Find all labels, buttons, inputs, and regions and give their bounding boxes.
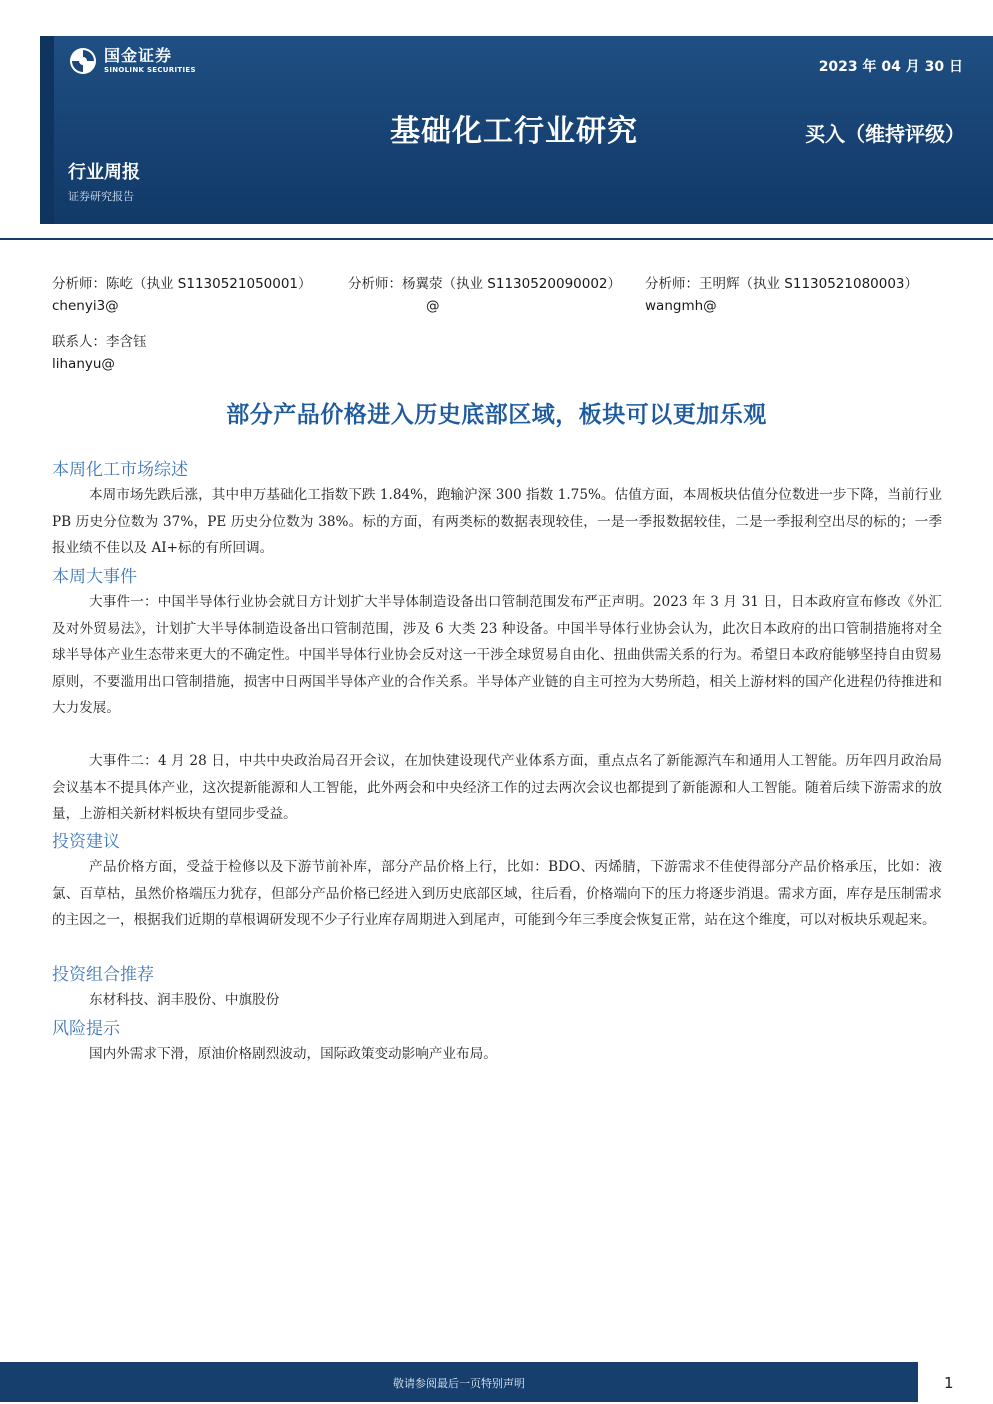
report-type: 行业周报: [68, 162, 140, 183]
section-heading: 本周大事件: [52, 567, 137, 587]
analyst-email[interactable]: chenyi3@: [52, 298, 119, 314]
page-number: 1: [944, 1374, 954, 1392]
analyst-name: 分析师：杨翼荥（执业 S1130520090002）: [348, 276, 622, 292]
section-paragraph: 大事件一：中国半导体行业协会就日方计划扩大半导体制造设备出口管制范围发布严正声明。2023 年 3 月 31 日，日本政府宣布修改《外汇及对外贸易法》，计划扩大半导体制造设备出口管制范围，涉及 6 大类 23 种设备。中国半导体行业协会认为，此次日本政府的出口管制措施将对全球半导体产业生态带来更大的不确定性。中国半导体行业协会反对这一干涉全球贸易自由化、扭曲供需关系的行为。希望日本政府能够坚持自由贸易原则，不要滥用出口管制措施，损害中日两国半导体产业的合作关系。半导体产业链的自主可控为大势所趋，相关上游材料的国产化进程仍待推进和大力发展。: [52, 594, 942, 716]
sinolink-logo-icon: [68, 46, 98, 76]
section-paragraph: 产品价格方面，受益于检修以及下游节前补库，部分产品价格上行，比如：BDO、丙烯腈，下游需求不佳使得部分产品价格承压，比如：液氯、百草枯，虽然价格端压力犹存，但部分产品价格已经进入到历史底部区域，往后看，价格端向下的压力将逐步消退。需求方面，库存是压制需求的主因之一，根据我们近期的草根调研发现不少子行业库存周期进入到尾声，可能到今年三季度会恢复正常，站在这个维度，可以对板块乐观起来。: [52, 859, 942, 928]
section-heading: 投资建议: [52, 832, 120, 852]
company-logo: [68, 44, 196, 78]
logo-chinese-name: 国金证券: [104, 46, 173, 65]
analyst-block: [52, 273, 312, 317]
report-subtitle: 证券研究报告: [68, 190, 134, 203]
header-divider: [0, 238, 993, 240]
section-heading: 投资组合推荐: [52, 965, 154, 985]
report-headline: 部分产品价格进入历史底部区域，板块可以更加乐观: [226, 402, 767, 428]
analyst-name: 分析师：王明辉（执业 S1130521080003）: [645, 276, 919, 292]
section-paragraph: 本周市场先跌后涨，其中申万基础化工指数下跌 1.84%，跑输沪深 300 指数 1.75%。估值方面，本周板块估值分位数进一步下降，当前行业 PB 历史分位数为 37%，PE 历史分位数为 38%。标的方面，有两类标的数据表现较佳，一是一季报数据较佳，二是一季报利空出尽的标的；一季报业绩不佳以及 AI+标的有所回调。: [52, 487, 942, 556]
analyst-email[interactable]: wangmh@: [645, 298, 717, 314]
footer-disclaimer-link[interactable]: 敬请参阅最后一页特别声明: [393, 1377, 525, 1390]
analyst-block: [348, 273, 621, 317]
contact-block: [52, 331, 147, 375]
page-title: 基础化工行业研究: [390, 114, 638, 149]
report-date: 2023 年 04 月 30 日: [818, 59, 963, 75]
analyst-block: [645, 273, 918, 317]
banner-accent-bar: [40, 36, 54, 224]
section-heading: 本周化工市场综述: [52, 460, 188, 480]
section-paragraph: 大事件二：4 月 28 日，中共中央政治局召开会议，在加快建设现代产业体系方面，重点点名了新能源汽车和通用人工智能。历年四月政治局会议基本不提具体产业，这次提新能源和人工智能，此外两会和中央经济工作的过去两次会议也都提到了新能源和人工智能。随着后续下游需求的放量，上游相关新材料板块有望同步受益。: [52, 753, 942, 822]
rating-badge: 买入（维持评级）: [805, 122, 965, 146]
section-heading: 风险提示: [52, 1019, 120, 1039]
section-paragraph: 国内外需求下滑，原油价格剧烈波动，国际政策变动影响产业布局。: [89, 1046, 497, 1062]
analyst-name: 分析师：陈屹（执业 S1130521050001）: [52, 276, 312, 292]
section-paragraph: 东材科技、润丰股份、中旗股份: [89, 992, 280, 1008]
contact-email[interactable]: lihanyu@: [52, 356, 115, 372]
contact-name: 联系人：李含钰: [52, 334, 147, 350]
logo-english-name: SINOLINK SECURITIES: [104, 66, 196, 74]
analyst-email[interactable]: @: [426, 298, 440, 314]
